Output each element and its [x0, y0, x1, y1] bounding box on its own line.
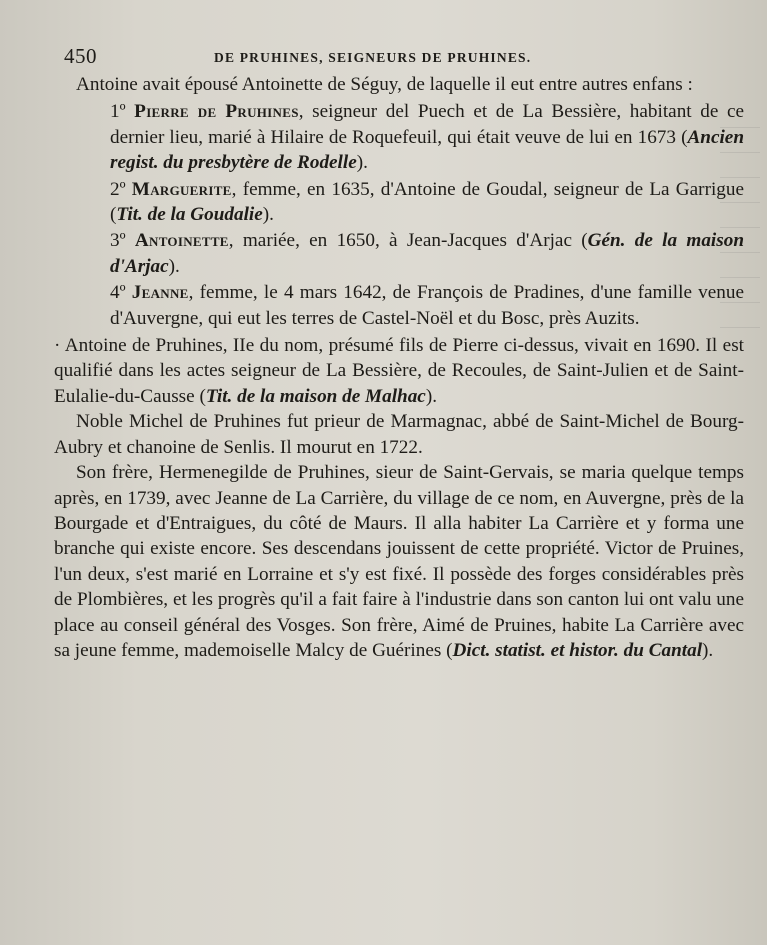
item-end: ). [168, 255, 180, 277]
item-name: Pierre de Pruhines [134, 101, 299, 123]
paragraph-text: Son frère, Hermenegilde de Pruhines, sieur de Saint-Gervais, se maria quelque temps après, en 1739, avec Jeanne de La Carrière, du village de ce nom, en Auvergne, près de la Bourgade et d'Entraigues, du côté de Maurs. Il alla habiter La Carrière et y forma une branche qui existe encore. Ses descendans jouissent de cette propriété. Victor de Pruines, l'un deux, s'est marié en Lorraine et s'y est fixé. Il possède des forges considérables près de Plombières, et les progrès qu'il a fait faire à l'industrie dans son canton lui ont valu une place au conseil général des Vosges. Son frère, Aimé de Pruines, habite La Carrière avec sa jeune femme, mademoiselle Malcy de Guérines ( [54, 462, 744, 661]
paragraph-source: Dict. statist. et histor. du Cantal [452, 639, 703, 661]
item-number: 4º [110, 282, 132, 304]
paragraph-end: ). [425, 385, 437, 407]
list-item [110, 177, 744, 228]
item-source: Gén. de la maison d'Arjac [110, 230, 744, 277]
paragraph-mark: · [54, 335, 65, 357]
item-source: Ancien regist. du presbytère de Rodelle [110, 126, 744, 174]
paragraph-source: Tit. de la maison de Malhac [205, 385, 426, 407]
item-number: 3º [110, 230, 135, 252]
antoine-paragraph [54, 333, 744, 409]
children-list [54, 99, 744, 331]
paragraph-end: ). [702, 639, 714, 661]
list-item [110, 99, 744, 175]
hermenegilde-paragraph [54, 460, 744, 663]
item-end: ). [356, 152, 368, 174]
item-number: 1º [110, 101, 135, 123]
paragraph-text: Antoine de Pruhines, IIe du nom, présumé fils de Pierre ci-dessus, vivait en 1690. Il est qualifié dans les actes seigneur de La Bessière, de Recoules, de Saint-Julien et de Saint-Eulalie-du-Causse ( [54, 335, 744, 407]
page-number: 450 [64, 44, 97, 68]
item-number: 2º [110, 178, 132, 200]
item-text: , femme, le 4 mars 1642, de François de Pradines, d'une famille venue d'Auvergne, qui eut les terres de Castel-Noël et du Bosc, près Auzits. [110, 282, 744, 329]
running-title: DE PRUHINES, SEIGNEURS DE PRUHINES. [214, 50, 532, 65]
list-item [110, 280, 744, 331]
item-source: Tit. de la Goudalie [116, 204, 263, 226]
intro-paragraph: Antoine avait épousé Antoinette de Séguy, de laquelle il eut entre autres enfans : [76, 74, 693, 95]
item-text: , seigneur del Puech et de La Bessière, habitant de ce dernier lieu, marié à Hilaire de Roquefeuil, qui était veuve de lui en 1673 ( [110, 101, 744, 148]
list-item [110, 228, 744, 279]
michel-paragraph: Noble Michel de Pruhines fut prieur de Marmagnac, abbé de Saint-Michel de Bourg-Aubry et chanoine de Senlis. Il mourut en 1722. [54, 411, 744, 458]
item-name: Marguerite [131, 178, 232, 200]
item-end: ). [262, 204, 274, 226]
page-header [64, 44, 704, 72]
item-name: Antoinette [134, 230, 229, 252]
item-name: Jeanne [131, 282, 189, 304]
item-text: , mariée, en 1650, à Jean-Jacques d'Arjac ( [228, 230, 588, 252]
body-text [54, 72, 744, 663]
item-text: , femme, en 1635, d'Antoine de Goudal, seigneur de La Garrigue ( [110, 178, 744, 226]
